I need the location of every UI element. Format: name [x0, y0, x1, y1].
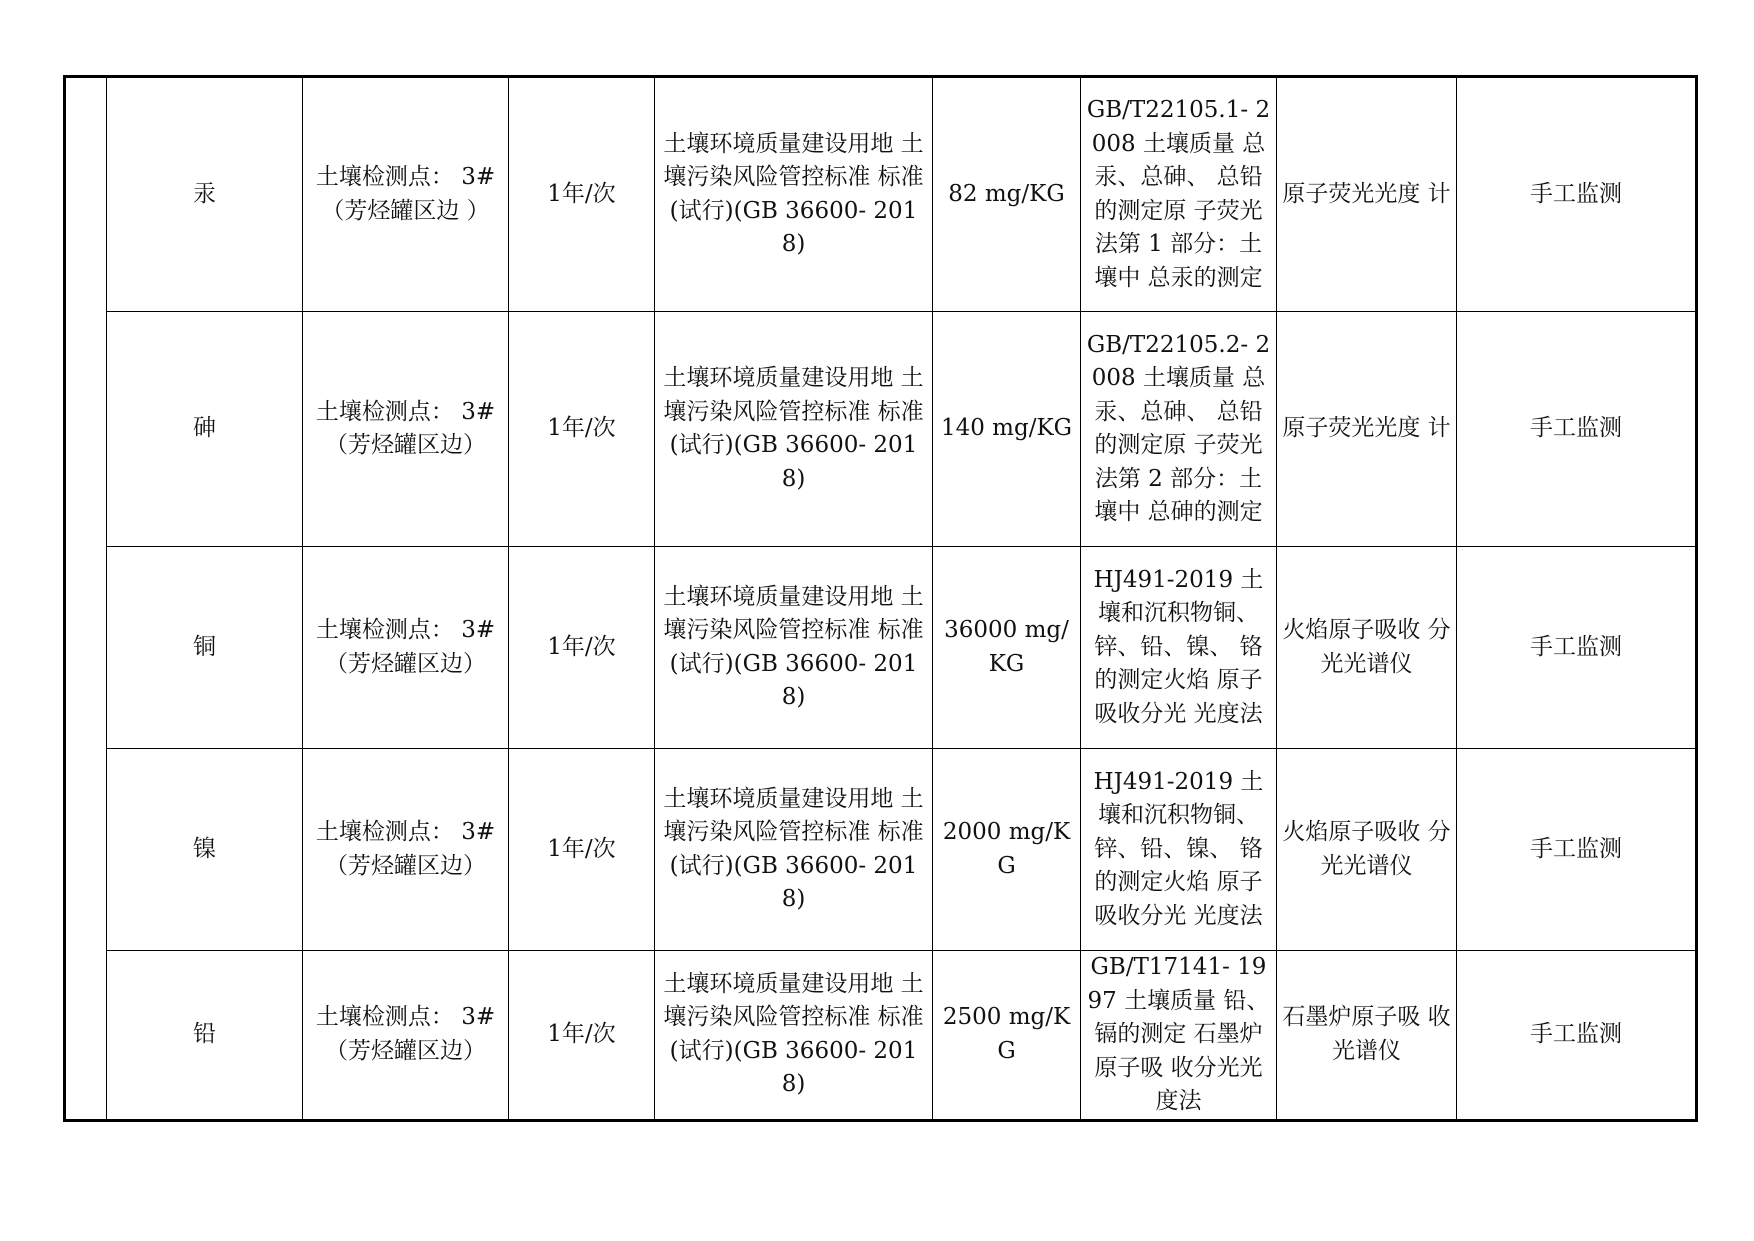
monitoring-mode-cell: 手工监测	[1457, 77, 1697, 312]
standard-cell: 土壤环境质量建设用地 土壤污染风险管控标准 标准(试行)(GB 36600- 2018)	[655, 749, 933, 951]
table-row	[65, 77, 1697, 312]
method-cell: GB/T22105.2- 2008 土壤质量 总汞、总砷、 总铅的测定原 子荧光法第 2 部分：土壤中 总砷的测定	[1081, 312, 1277, 547]
monitoring-point-cell: 土壤检测点： 3#（芳烃罐区边）	[303, 951, 509, 1121]
pollutant-cell: 铅	[107, 951, 303, 1121]
standard-cell: 土壤环境质量建设用地 土壤污染风险管控标准 标准(试行)(GB 36600- 2018)	[655, 547, 933, 749]
monitoring-point-cell: 土壤检测点： 3#（芳烃罐区边）	[303, 547, 509, 749]
pollutant-cell: 砷	[107, 312, 303, 547]
limit-cell: 140 mg/KG	[933, 312, 1081, 547]
instrument-cell: 原子荧光光度 计	[1277, 312, 1457, 547]
method-cell: HJ491-2019 土 壤和沉积物铜、 锌、铅、镍、 铬的测定火焰 原子吸收分光 光度法	[1081, 749, 1277, 951]
monitoring-point-cell: 土壤检测点： 3#（芳烃罐区边）	[303, 312, 509, 547]
frequency-cell: 1年/次	[509, 749, 655, 951]
frequency-cell: 1年/次	[509, 547, 655, 749]
frequency-cell: 1年/次	[509, 77, 655, 312]
frequency-cell: 1年/次	[509, 951, 655, 1121]
method-cell: GB/T22105.1- 2008 土壤质量 总汞、总砷、 总铅的测定原 子荧光法第 1 部分：土壤中 总汞的测定	[1081, 77, 1277, 312]
instrument-cell: 石墨炉原子吸 收光谱仪	[1277, 951, 1457, 1121]
monitoring-mode-cell: 手工监测	[1457, 749, 1697, 951]
pollutant-cell: 铜	[107, 547, 303, 749]
table-row	[65, 312, 1697, 547]
limit-cell: 82 mg/KG	[933, 77, 1081, 312]
table-row	[65, 749, 1697, 951]
monitoring-mode-cell: 手工监测	[1457, 951, 1697, 1121]
merged-category-cell	[65, 77, 107, 1121]
monitoring-mode-cell: 手工监测	[1457, 312, 1697, 547]
standard-cell: 土壤环境质量建设用地 土壤污染风险管控标准 标准(试行)(GB 36600- 2018)	[655, 951, 933, 1121]
standard-cell: 土壤环境质量建设用地 土壤污染风险管控标准 标准(试行)(GB 36600- 2018)	[655, 77, 933, 312]
method-cell: HJ491-2019 土 壤和沉积物铜、 锌、铅、镍、 铬的测定火焰 原子吸收分光 光度法	[1081, 547, 1277, 749]
instrument-cell: 火焰原子吸收 分光光谱仪	[1277, 749, 1457, 951]
limit-cell: 2500 mg/KG	[933, 951, 1081, 1121]
method-cell: GB/T17141- 1997 土壤质量 铅、镉的测定 石墨炉原子吸 收分光光度法	[1081, 951, 1277, 1121]
table-row	[65, 951, 1697, 1121]
pollutant-cell: 镍	[107, 749, 303, 951]
instrument-cell: 原子荧光光度 计	[1277, 77, 1457, 312]
table-row	[65, 547, 1697, 749]
pollutant-cell: 汞	[107, 77, 303, 312]
instrument-cell: 火焰原子吸收 分光光谱仪	[1277, 547, 1457, 749]
monitoring-table	[63, 75, 1698, 1122]
monitoring-mode-cell: 手工监测	[1457, 547, 1697, 749]
monitoring-point-cell: 土壤检测点： 3#（芳烃罐区边 ）	[303, 77, 509, 312]
standard-cell: 土壤环境质量建设用地 土壤污染风险管控标准 标准(试行)(GB 36600- 2018)	[655, 312, 933, 547]
limit-cell: 2000 mg/KG	[933, 749, 1081, 951]
limit-cell: 36000 mg/KG	[933, 547, 1081, 749]
monitoring-point-cell: 土壤检测点： 3#（芳烃罐区边）	[303, 749, 509, 951]
frequency-cell: 1年/次	[509, 312, 655, 547]
